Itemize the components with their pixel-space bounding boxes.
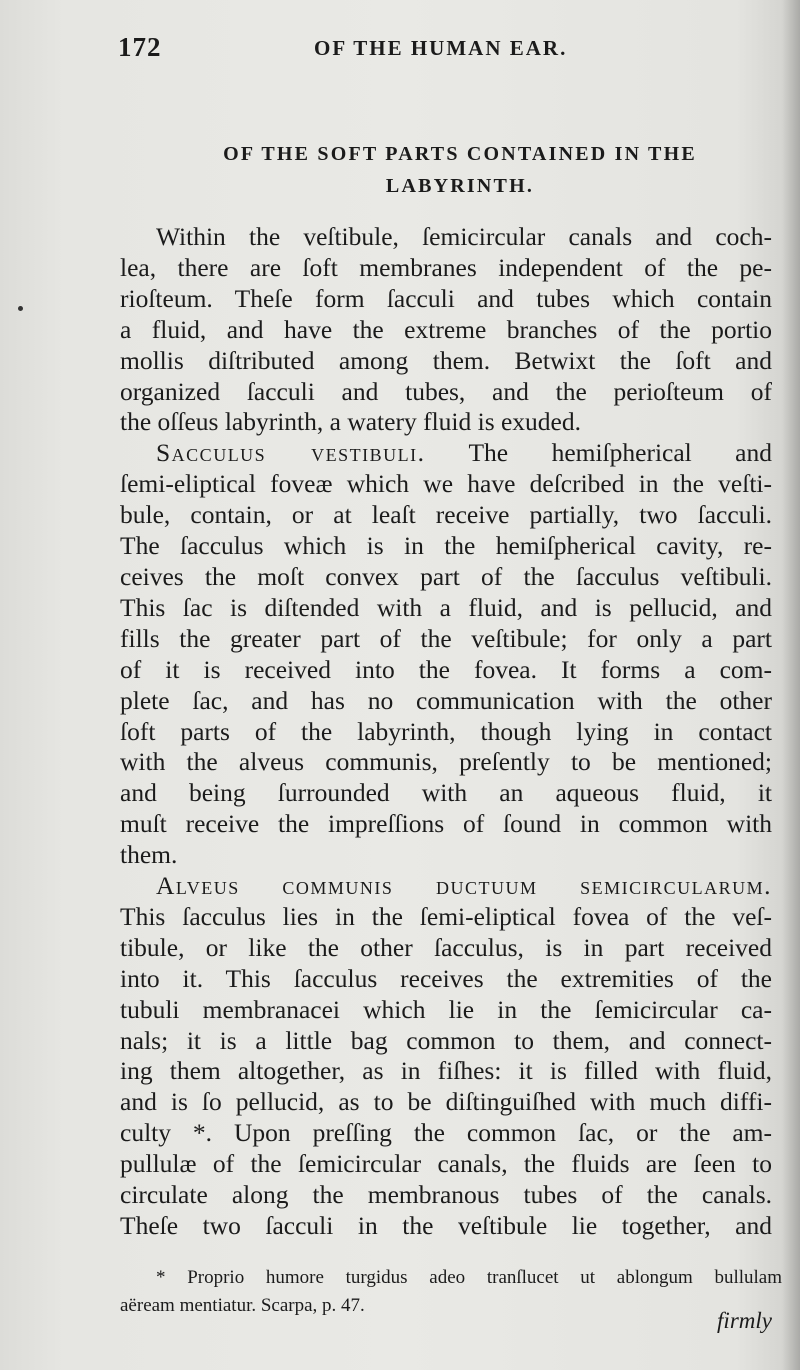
subsection-heading: Alveus communis ductuum semicircularum. [156, 871, 772, 901]
text-line: Within the veſtibule, ſemicircular canals and coch- [156, 222, 772, 251]
text-line: and is ſo pellucid, as to be diſtinguiſhed with much diffi- [120, 1087, 772, 1117]
text-line: fills the greater part of the veſtibule; for only a part [120, 623, 772, 653]
page-edge-shadow [782, 0, 800, 1370]
text-line: Theſe two ſacculi in the veſtibule lie together, and [120, 1211, 772, 1240]
footnote-line: aëream mentiatur. Scarpa, p. 47. [120, 1295, 365, 1316]
text-line: rioſteum. Theſe form ſacculi and tubes which contain [120, 283, 772, 313]
section-heading-line: LABYRINTH. [385, 175, 535, 197]
text-line: circulate along the membranous tubes of the canals. [120, 1180, 772, 1210]
text-line: of it is received into the fovea. It forms a com- [120, 654, 772, 684]
text-line: the oſſeus labyrinth, a watery fluid is exuded. [120, 407, 582, 437]
text-fragment: The hemiſpherical and [468, 438, 772, 468]
subsection-heading: Sacculus vestibuli. [156, 438, 426, 468]
text-line: ing them altogether, as in fiſhes: it is filled with fluid, [120, 1056, 772, 1086]
text-line: culty *. Upon preſſing the common ſac, or the am- [120, 1118, 772, 1148]
section-heading [140, 138, 780, 202]
text-line: plete ſac, and has no communication with the other [120, 685, 772, 715]
page-number: 172 [118, 32, 162, 62]
text-line: ſemi-eliptical foveæ which we have deſcribed in the veſti- [120, 469, 772, 499]
text-line: pullulæ of the ſemicircular canals, the fluids are ſeen to [120, 1149, 772, 1179]
text-line: bule, contain, or at leaſt receive partially, two ſacculi. [120, 500, 772, 530]
subsection-first-line [120, 438, 772, 469]
text-line: muſt receive the impreſſions of ſound in common with [120, 809, 772, 839]
text-line: them. [120, 840, 178, 870]
body-text [120, 222, 772, 1242]
text-line: ſoft parts of the labyrinth, though lying in contact [120, 716, 772, 746]
text-line: lea, there are ſoft membranes independent of the pe- [120, 252, 772, 282]
text-line: tibule, or like the other ſacculus, is in part received [120, 932, 772, 962]
footnote [120, 1264, 782, 1320]
section-heading-line: OF THE SOFT PARTS CONTAINED IN THE [223, 143, 697, 165]
text-line: a fluid, and have the extreme branches of the portio [120, 314, 772, 344]
running-head [118, 32, 758, 72]
text-line: mollis diſtributed among them. Betwixt the ſoft and [120, 345, 772, 375]
text-line: ceives the moſt convex part of the ſacculus veſtibuli. [120, 561, 772, 591]
text-line: into it. This ſacculus receives the extremities of the [120, 963, 772, 993]
text-line: organized ſacculi and tubes, and the perioſteum of [120, 376, 772, 406]
text-line: The ſacculus which is in the hemiſpherical cavity, re- [120, 531, 772, 561]
text-line: This ſacculus lies in the ſemi-eliptical fovea of the veſ- [120, 901, 772, 931]
text-line: This ſac is diſtended with a fluid, and is pellucid, and [120, 592, 772, 622]
text-line: with the alveus communis, preſently to be mentioned; [120, 747, 772, 777]
subsection-first-line [120, 871, 772, 902]
catchword: firmly [717, 1308, 772, 1333]
text-line: and being ſurrounded with an aqueous fluid, it [120, 778, 772, 808]
text-line: nals; it is a little bag common to them, and connect- [120, 1025, 772, 1055]
footnote-line: * Proprio humore turgidus adeo tranſlucet ut ablongum bullulam [156, 1267, 782, 1288]
ink-speck [18, 306, 23, 311]
running-title: OF THE HUMAN EAR. [314, 36, 568, 60]
text-line: tubuli membranacei which lie in the ſemicircular ca- [120, 994, 772, 1024]
